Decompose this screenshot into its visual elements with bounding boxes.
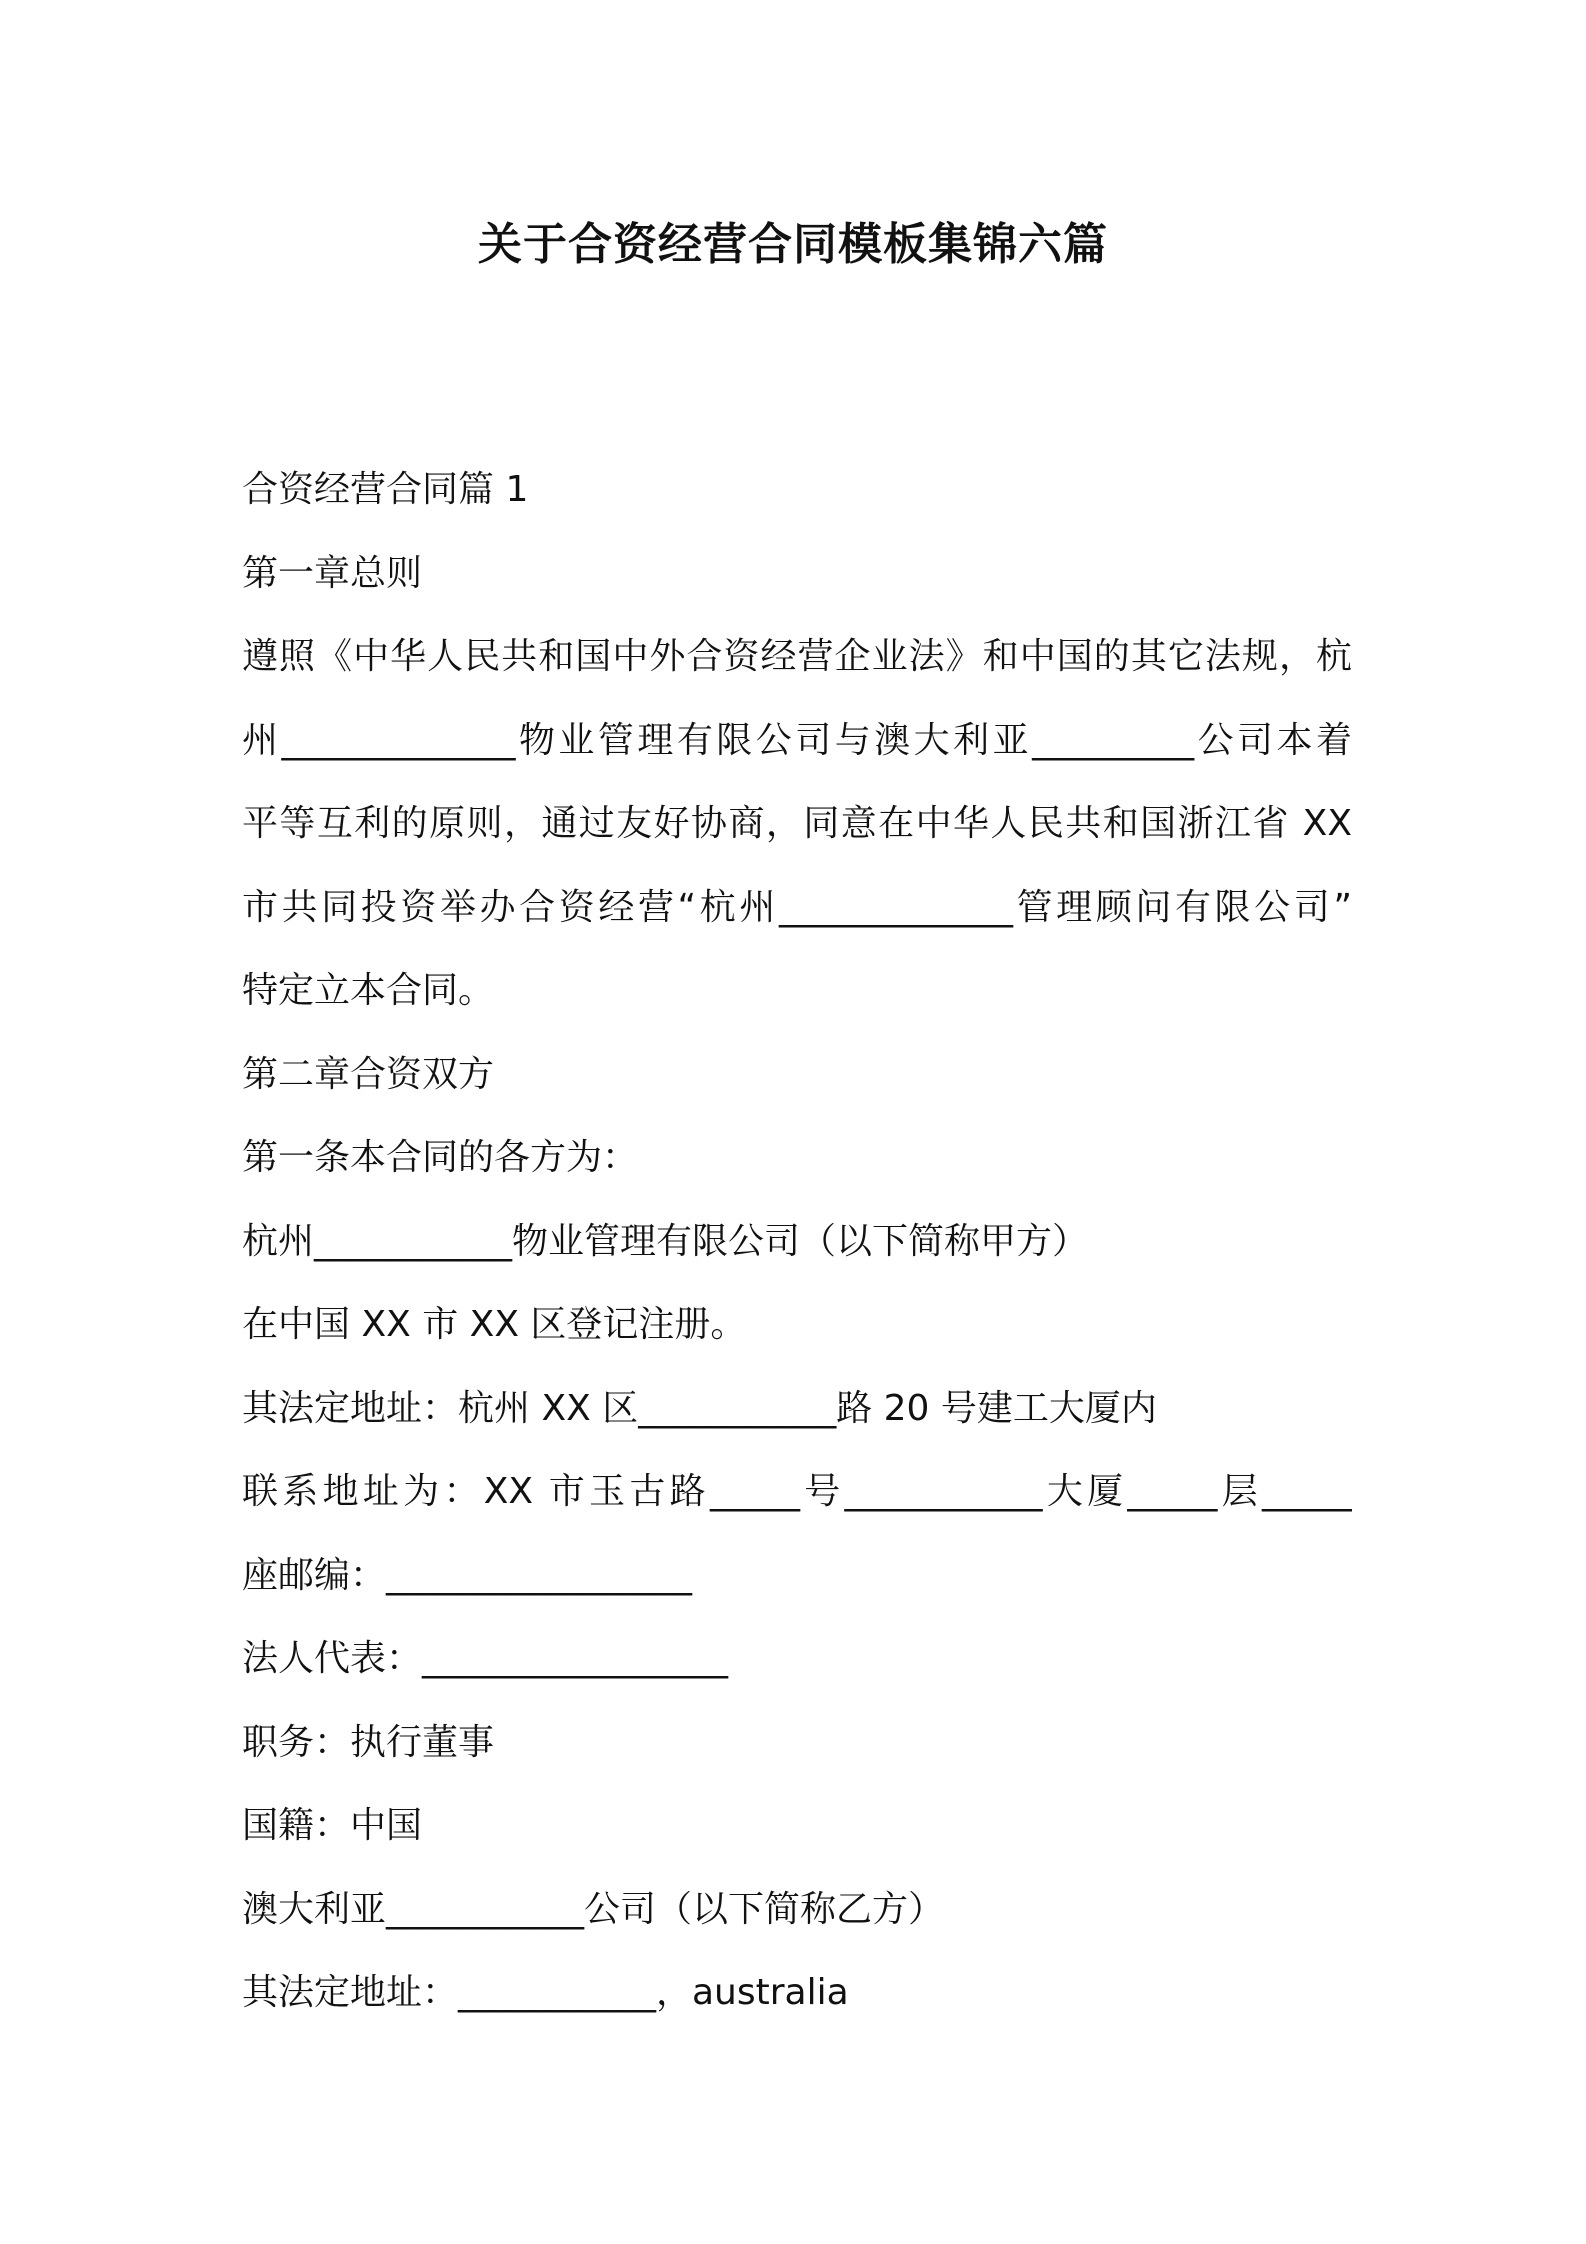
chapter-heading: 第二章合资双方 [242,1053,495,1095]
document-body [242,448,1352,2035]
paragraph-line: 遵照《中华人民共和国中外合资经营企业法》和中国的其它法规，杭 [242,636,1352,677]
party-b-legal-address: 其法定地址：___________，australia [242,1972,849,2013]
party-a-contact-address: 联系地址为：XX 市玉古路_____号___________大厦_____层_____ [242,1471,1352,1512]
paragraph-line: 平等互利的原则，通过友好协商，同意在中华人民共和国浙江省 XX [242,803,1352,844]
party-a-legal-address: 其法定地址：杭州 XX 区___________路 20 号建工大厦内 [242,1387,1157,1429]
party-a-postcode: 座邮编：_________________ [242,1554,693,1596]
party-a-nationality: 国籍：中国 [242,1805,423,1846]
paragraph-line: 特定立本合同。 [242,970,495,1011]
article-line: 第一条本合同的各方为： [242,1137,639,1178]
party-b-name: 澳大利亚___________公司（以下简称乙方） [242,1888,945,1930]
chapter-heading: 第一章总则 [242,552,423,594]
document-title: 关于合资经营合同模板集锦六篇 [478,219,1108,270]
section-heading: 合资经营合同篇 1 [242,469,529,510]
paragraph-line: 州_____________物业管理有限公司与澳大利亚_________公司本着 [242,719,1352,761]
party-a-legal-representative: 法人代表：_________________ [242,1638,729,1679]
party-a-registration: 在中国 XX 市 XX 区登记注册。 [242,1304,747,1345]
party-a-position: 职务：执行董事 [242,1721,495,1763]
paragraph-line: 市共同投资举办合资经营“杭州_____________管理顾问有限公司” [242,886,1352,928]
party-a-name: 杭州___________物业管理有限公司（以下简称甲方） [242,1220,1089,1262]
